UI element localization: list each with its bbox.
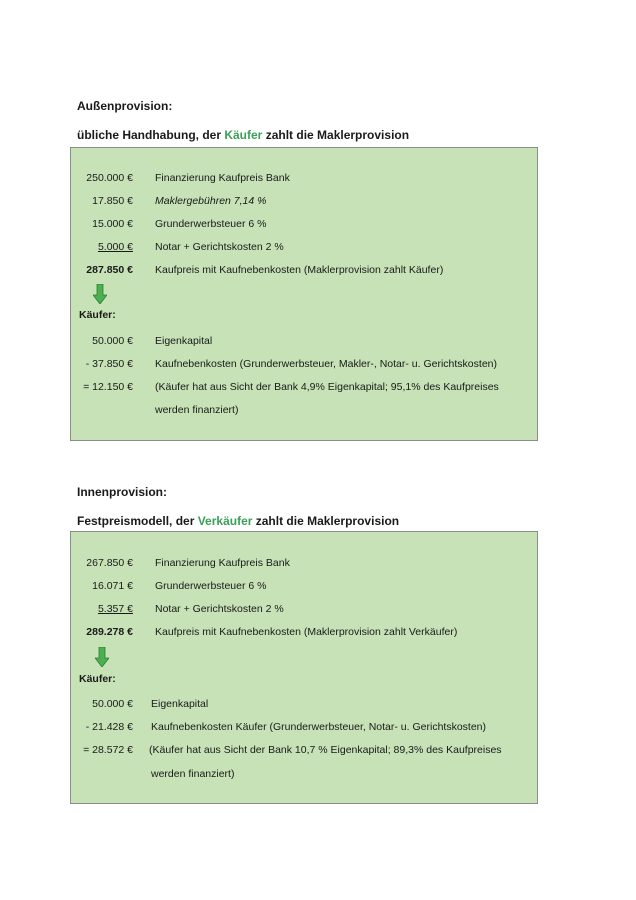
description: Kaufnebenkosten (Grunderwerbsteuer, Makler-, Notar- u. Gerichtskosten)	[155, 358, 497, 370]
amount: - 37.850 €	[85, 358, 133, 370]
description: werden finanziert)	[155, 404, 239, 416]
buyer-label: Käufer:	[79, 309, 116, 321]
buyer-label: Käufer:	[79, 673, 116, 685]
section1-subheading-post: zahlt die Maklerprovision	[262, 128, 410, 142]
description: Eigenkapital	[151, 698, 209, 710]
amount: 250.000 €	[86, 172, 133, 184]
arrow-down-icon	[93, 284, 107, 304]
amount: 17.850 €	[92, 195, 133, 207]
amount: 5.357 €	[97, 603, 133, 615]
section1-subheading	[77, 128, 409, 142]
amount: = 28.572 €	[83, 744, 133, 756]
description: Grunderwerbsteuer 6 %	[155, 218, 267, 230]
description: Kaufpreis mit Kaufnebenkosten (Maklerprovision zahlt Verkäufer)	[155, 626, 458, 638]
description: Kaufpreis mit Kaufnebenkosten (Maklerprovision zahlt Käufer)	[155, 264, 444, 276]
description: Finanzierung Kaufpreis Bank	[155, 557, 290, 569]
amount: 50.000 €	[92, 698, 133, 710]
amount: 267.850 €	[86, 557, 133, 569]
section1-heading: Außenprovision:	[77, 99, 173, 113]
amount: 287.850 €	[86, 264, 133, 276]
section2-subheading-pre: Festpreismodell, der	[77, 514, 198, 528]
description: Kaufnebenkosten Käufer (Grunderwerbsteuer, Notar- u. Gerichtskosten)	[151, 721, 487, 733]
description: Maklergebühren 7,14 %	[155, 195, 267, 207]
arrow-down-icon	[95, 647, 109, 667]
description: werden finanziert)	[151, 768, 235, 780]
section1-subheading-highlight: Käufer	[224, 128, 263, 142]
section2-calculation-box	[70, 531, 538, 804]
amount: 5.000 €	[97, 241, 133, 253]
description: Grunderwerbsteuer 6 %	[155, 580, 267, 592]
description: (Käufer hat aus Sicht der Bank 4,9% Eigenkapital; 95,1% des Kaufpreises	[155, 381, 499, 393]
section2-subheading-post: zahlt die Maklerprovision	[252, 514, 400, 528]
amount: 289.278 €	[86, 626, 133, 638]
amount: = 12.150 €	[83, 381, 133, 393]
description: Notar + Gerichtskosten 2 %	[155, 603, 284, 615]
description: Notar + Gerichtskosten 2 %	[155, 241, 284, 253]
section1-subheading-pre: übliche Handhabung, der	[77, 128, 225, 142]
amount: 50.000 €	[92, 335, 133, 347]
section1-calculation-box	[70, 147, 538, 441]
section2-subheading-highlight: Verkäufer	[197, 514, 253, 528]
description: (Käufer hat aus Sicht der Bank 10,7 % Eigenkapital; 89,3% des Kaufpreises	[149, 744, 502, 756]
amount: 16.071 €	[92, 580, 133, 592]
description: Finanzierung Kaufpreis Bank	[155, 172, 290, 184]
amount: 15.000 €	[92, 218, 133, 230]
section2-heading: Innenprovision:	[77, 485, 167, 499]
section2-subheading	[77, 514, 399, 528]
amount: - 21.428 €	[85, 721, 133, 733]
description: Eigenkapital	[155, 335, 213, 347]
